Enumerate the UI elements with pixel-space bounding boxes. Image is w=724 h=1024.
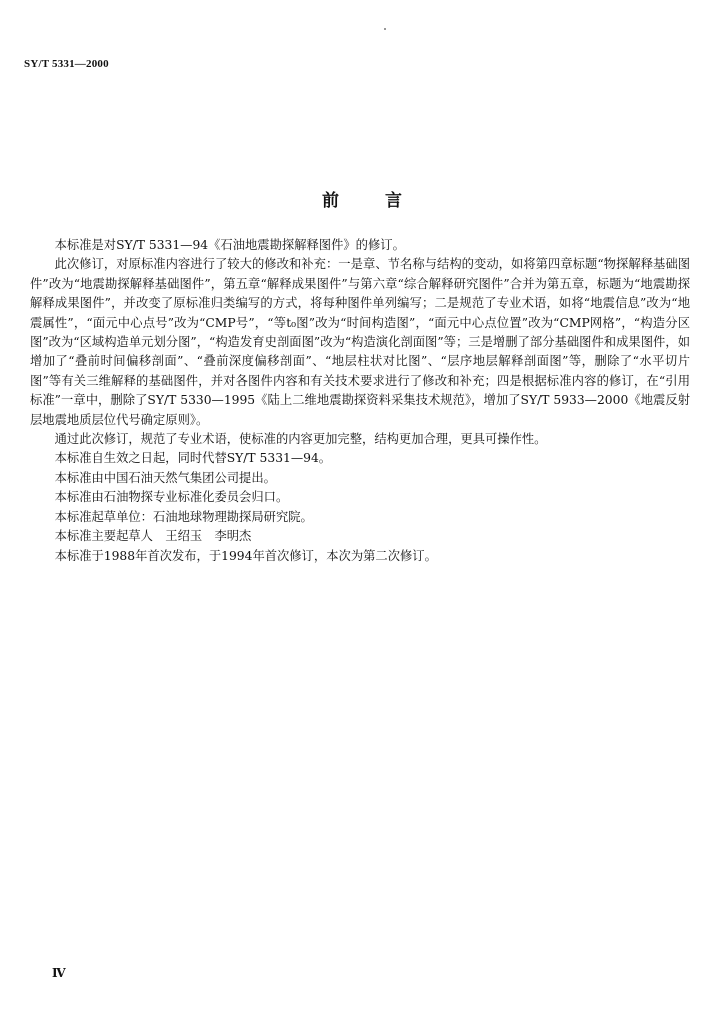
paragraph-replacement: 本标准自生效之日起，同时代替SY/T 5331—94。 [54, 451, 332, 466]
page-number: Ⅳ [52, 966, 66, 980]
paragraph-publication-history: 本标准于1988年首次发布，于1994年首次修订，本次为第二次修订。 [54, 548, 437, 563]
page-title: 前言 [322, 191, 448, 211]
scan-speck [384, 28, 386, 30]
paragraph-drafters: 本标准主要起草人 王绍玉 李明杰 [54, 529, 252, 544]
paragraph-revision-details: 此次修订，对原标准内容进行了较大的修改和补充：一是章、节名称与结构的变动，如将第四章标题“物探解释基础图件”改为“地震勘探解释基础图件”，第五章“解释成果图件”与第六章“综合解释研究图件”合并为第五章，标题为“地震勘探解释成果图件”，并改变了原标准归类编写的方式，将每种图件单列编写；二是规范了专业术语，如将“地震信息”改为“地震属性”，“面元中心点号”改为“CMP号”，“等t₀图”改为“时间构造图”，“面元中心点位置”改为“CMP网格”，“构造分区图”改为“区域构造单元划分图”，“构造发育史剖面图”改为“构造演化剖面图”等；三是增删了部分基础图件和成果图件，如增加了“叠前时间偏移剖面”、“叠前深度偏移剖面”、“地层柱状对比图”、“层序地层解释剖面图”等，删除了“水平切片图”等有关三维解释的基础图件，并对各图件内容和有关技术要求进行了修改和补充；四是根据标准内容的修订，在“引用标准”一章中，删除了SY/T 5330—1995《陆上二维地震勘探资料采集技术规范》，增加了SY/T 5933—2000《地震反射层地震地质层位代号确定原则》。 [30, 257, 690, 427]
standard-code-header: SY/T 5331—2000 [24, 58, 109, 70]
paragraph-revision-basis: 本标准是对SY/T 5331—94《石油地震勘探解释图件》的修订。 [54, 238, 405, 252]
paragraph-drafting-unit: 本标准起草单位：石油地球物理勘探局研究院。 [54, 509, 313, 524]
foreword-body [30, 236, 690, 566]
paragraph-proposer: 本标准由中国石油天然气集团公司提出。 [54, 470, 276, 485]
paragraph-committee: 本标准由石油物探专业标准化委员会归口。 [54, 490, 289, 505]
paragraph-revision-summary: 通过此次修订，规范了专业术语，使标准的内容更加完整，结构更加合理，更具可操作性。 [54, 432, 547, 447]
